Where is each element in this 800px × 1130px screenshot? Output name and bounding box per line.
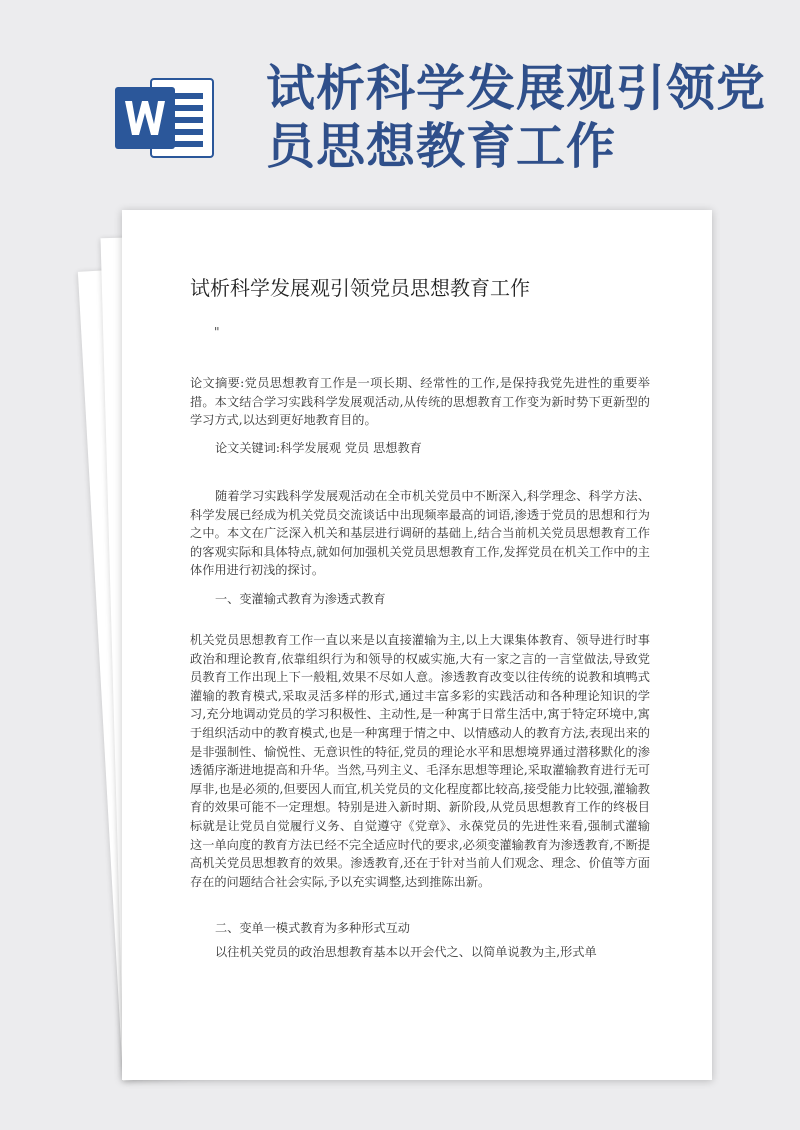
document-page bbox=[122, 210, 712, 1080]
section-2-paragraph: 以往机关党员的政治思想教育基本以开会代之、以简单说教为主,形式单 bbox=[215, 945, 597, 959]
section-1-paragraph: 机关党员思想教育工作一直以来是以直接灌输为主,以上大课集体教育、领导进行时事政治和理论教育,依靠组织行为和领导的权威实施,大有一家之言的一言堂做法,导致党员教育工作出现上下一般粗,效果不尽如人意。渗透教育改变以往传统的说教和填鸭式灌输的教育模式,采取灵活多样的形式,通过丰富多彩的实践活动和各种理论知识的学习,充分地调动党员的学习积极性、主动性,是一种寓于日常生活中,寓于特定环境中,寓于组织活动中的教育模式,也是一种寓理于情之中、以情感动人的教育方法,表现出来的是非强制性、愉悦性、无意识性的特征,党员的理论水平和思想境界通过潜移默化的渗透循序渐进地提高和升华。当然,马列主义、毛泽东思想等理论,采取灌输教育进行无可厚非,也是必须的,但要因人而宜,机关党员的文化程度都比较高,接受能力比较强,灌输教育的效果可能不一定理想。特别是进入新时期、新阶段,从党员思想教育工作的终极目标就是让党员自觉履行义务、自觉遵守《党章》、永葆党员的先进性来看,强制式灌输这一单向度的教育方法已经不完全适应时代的要求,必须变灌输教育为渗透教育,不断提高机关党员思想教育的效果。渗透教育,还在于针对当前人们观念、理念、价值等方面存在的问题结合社会实际,予以充实调整,达到推陈出新。 bbox=[190, 633, 650, 889]
abstract-paragraph: 论文摘要:党员思想教育工作是一项长期、经常性的工作,是保持我党先进性的重要举措。本文结合学习实践科学发展观活动,从传统的思想教育工作变为新时势下更新型的学习方式,以达到更好地教育目的。 bbox=[190, 376, 650, 428]
section-1-heading: 一、变灌输式教育为渗透式教育 bbox=[215, 592, 386, 606]
document-title: 试析科学发展观引领党员思想教育工作 bbox=[190, 276, 530, 300]
quote-mark: " bbox=[214, 325, 220, 339]
word-document-icon bbox=[113, 75, 217, 161]
section-2-heading: 二、变单一模式教育为多种形式互动 bbox=[215, 921, 410, 935]
page-header-title: 试析科学发展观引领党员思想教育工作 bbox=[266, 60, 767, 175]
intro-paragraph: 随着学习实践科学发展观活动在全市机关党员中不断深入,科学理念、科学方法、科学发展已经成为机关党员交流谈话中出现频率最高的词语,渗透于党员的思想和行为之中。本文在广泛深入机关和基层进行调研的基础上,结合当前机关党员思想教育工作的客观实际和具体特点,就如何加强机关党员思想教育工作,发挥党员在机关工作中的主体作用进行初浅的探讨。 bbox=[190, 489, 650, 578]
keywords-line: 论文关键词:科学发展观 党员 思想教育 bbox=[215, 441, 422, 455]
